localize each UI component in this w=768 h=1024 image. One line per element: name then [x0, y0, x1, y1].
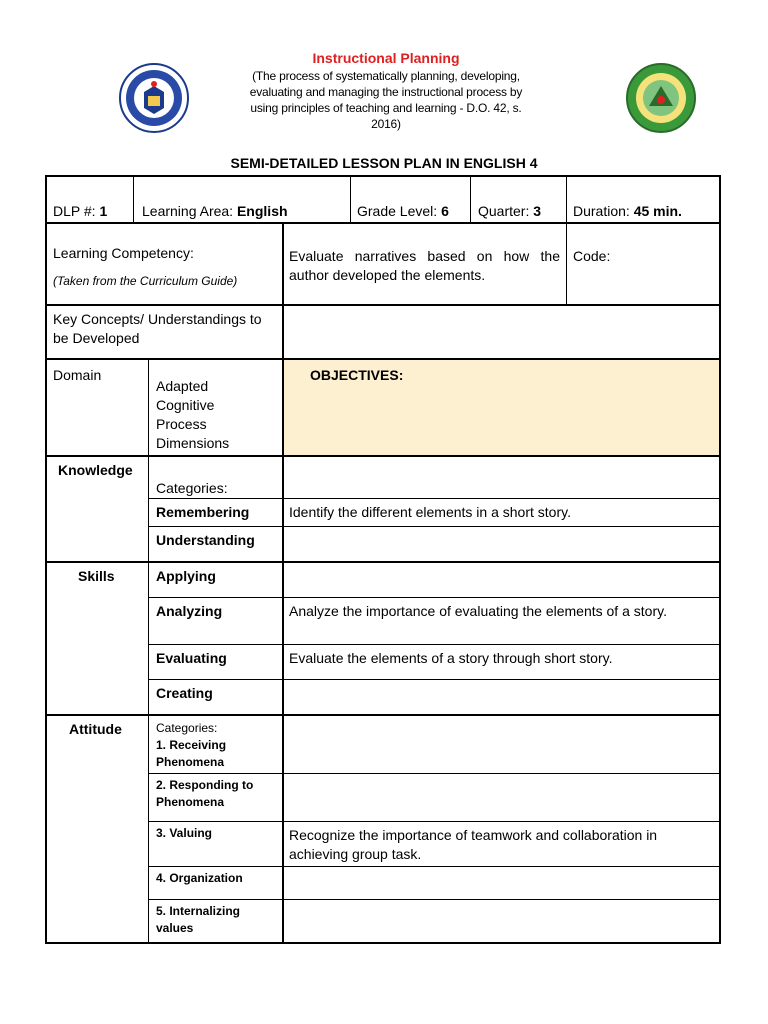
- category-applying: Applying: [156, 568, 216, 584]
- category-remembering: Remembering: [156, 504, 250, 520]
- knowledge-categories: Categories:: [156, 480, 228, 496]
- competency-label: Learning Competency:: [53, 245, 194, 261]
- lesson-plan-title: SEMI-DETAILED LESSON PLAN IN ENGLISH 4: [230, 155, 538, 171]
- attitude-label: Attitude: [69, 721, 122, 737]
- objective-valuing: Recognize the importance of teamwork and collaboration in achieving group task.: [289, 827, 658, 862]
- dimensions-label: Adapted Cognitive Process Dimensions: [156, 378, 230, 451]
- category-creating: Creating: [156, 685, 213, 701]
- grade-level: Grade Level: 6: [357, 203, 449, 219]
- objectives-label: OBJECTIVES:: [310, 367, 404, 383]
- code-label: Code:: [573, 248, 611, 264]
- category-responding: 2. Responding to Phenomena: [156, 778, 254, 809]
- objectives-header-cell: [284, 360, 719, 455]
- dlp-number: DLP #: 1: [53, 203, 108, 219]
- objective-evaluating: Evaluate the elements of a story through short story.: [289, 650, 613, 666]
- duration: Duration: 45 min.: [573, 203, 682, 219]
- objective-analyzing: Analyze the importance of evaluating the elements of a story.: [289, 603, 667, 619]
- key-concepts-label: Key Concepts/ Understandings to be Developed: [53, 311, 262, 346]
- skills-label: Skills: [78, 568, 115, 584]
- deped-seal-icon: [118, 62, 190, 134]
- attitude-categories: Categories:: [156, 721, 218, 735]
- quarter: Quarter: 3: [478, 203, 542, 219]
- learning-area: Learning Area: English: [142, 203, 288, 219]
- division-seal-icon: [625, 62, 697, 134]
- category-evaluating: Evaluating: [156, 650, 227, 666]
- category-understanding: Understanding: [156, 532, 255, 548]
- header-title: Instructional Planning: [312, 50, 460, 66]
- category-receiving: 1. Receiving Phenomena: [156, 738, 227, 769]
- objective-remembering: Identify the different elements in a short story.: [289, 504, 571, 520]
- document-header: [0, 0, 768, 150]
- category-analyzing: Analyzing: [156, 603, 223, 619]
- header-subtitle: (The process of systematically planning, developing, evaluating and managing the instructional process by using principles of teaching and learning - D.O. 42, s. 2016): [249, 69, 523, 131]
- competency-note: (Taken from the Curriculum Guide): [53, 274, 238, 288]
- category-valuing: 3. Valuing: [156, 826, 213, 840]
- knowledge-label: Knowledge: [58, 462, 133, 478]
- category-organization: 4. Organization: [156, 871, 243, 885]
- domain-label: Domain: [53, 367, 102, 383]
- competency-text: Evaluate narratives based on how the author developed the elements.: [289, 248, 560, 283]
- category-internalizing: 5. Internalizing values: [156, 904, 241, 935]
